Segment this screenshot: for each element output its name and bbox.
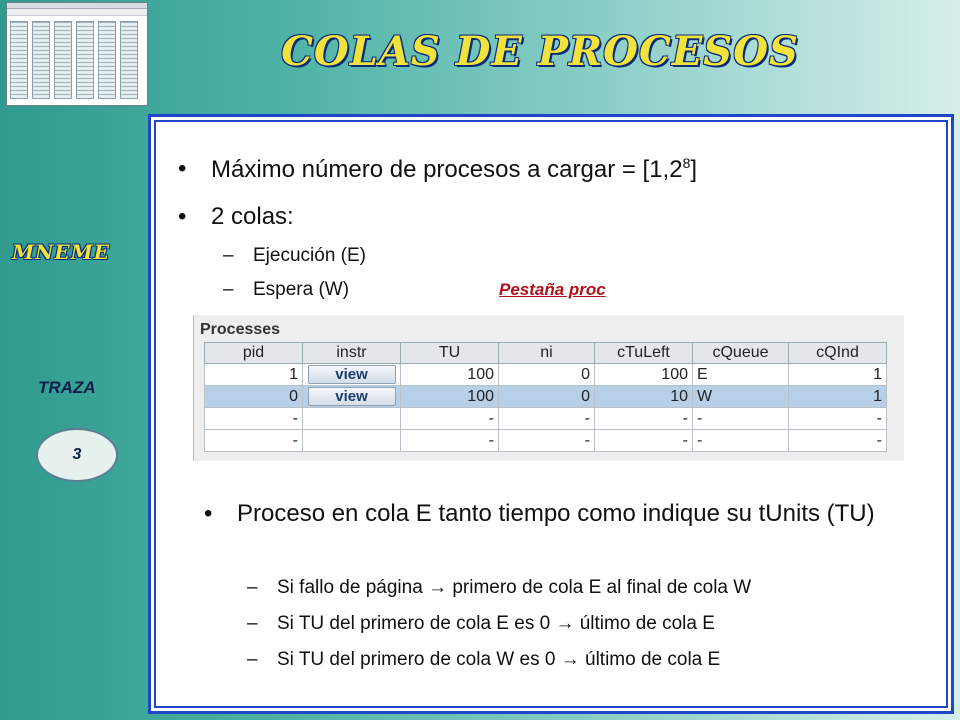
cell-instr — [303, 386, 401, 408]
bullet-text: Proceso en cola E tanto tiempo como indique su tUnits (TU) — [237, 500, 875, 527]
tab-name-label: Pestaña proc — [499, 280, 606, 299]
brand-label: MNEME — [12, 240, 111, 264]
bullet-tail: ] — [690, 156, 698, 183]
sub-item-result: primero de cola E al final de cola W — [452, 577, 752, 598]
column-header-ni[interactable]: ni — [499, 343, 595, 364]
bullet-two-queues — [178, 203, 294, 231]
cell-tu: - — [401, 430, 499, 452]
cell-cqueue: E — [693, 364, 789, 386]
table-header-row — [205, 343, 887, 364]
cell-instr — [303, 364, 401, 386]
table-row-selected[interactable] — [205, 386, 887, 408]
cell-instr — [303, 430, 401, 452]
cell-ctuleft: - — [595, 430, 693, 452]
table-row[interactable] — [205, 430, 887, 452]
column-header-cqind[interactable]: cQInd — [789, 343, 887, 364]
arrow-icon: → — [428, 577, 448, 598]
bullet-text: 2 colas: — [211, 203, 294, 230]
processes-title: Processes — [200, 321, 281, 338]
bullet-icon: • — [178, 155, 187, 182]
bullet-superscript: 8 — [682, 155, 691, 171]
cell-tu: - — [401, 408, 499, 430]
arrow-icon: → — [560, 649, 580, 670]
bullet-text: Máximo número de procesos a cargar = [1,2 — [211, 156, 683, 183]
sub-item-result: último de cola E — [579, 613, 715, 634]
column-header-instr[interactable]: instr — [303, 343, 401, 364]
cell-cqueue: - — [693, 430, 789, 452]
cell-cqind: - — [789, 430, 887, 452]
page-number-badge — [36, 428, 118, 482]
cell-ni: 0 — [499, 386, 595, 408]
cell-cqueue: - — [693, 408, 789, 430]
table-row[interactable] — [205, 364, 887, 386]
cell-ni: - — [499, 408, 595, 430]
sub-item-condition: Si TU del primero de cola E es 0 — [277, 613, 551, 634]
sub-item-condition: Si TU del primero de cola W es 0 — [277, 649, 556, 670]
cell-pid: 1 — [205, 364, 303, 386]
section-label: TRAZA — [38, 378, 96, 397]
cell-ctuleft: - — [595, 408, 693, 430]
sub-item-execution — [223, 245, 366, 267]
cell-cqind: - — [789, 408, 887, 430]
dash-icon: – — [247, 613, 258, 634]
sub-item-page-fault — [247, 577, 752, 599]
sub-item-tu-e-zero — [247, 613, 715, 635]
cell-ni: 0 — [499, 364, 595, 386]
dash-icon: – — [247, 577, 258, 598]
sub-item-text: Ejecución (E) — [253, 245, 366, 266]
thumbnail-toolbar — [7, 9, 147, 16]
bullet-queue-e-time — [204, 497, 937, 531]
bullet-max-processes — [178, 155, 698, 184]
cell-cqind: 1 — [789, 364, 887, 386]
cell-pid: 0 — [205, 386, 303, 408]
column-header-ctuleft[interactable]: cTuLeft — [595, 343, 693, 364]
processes-table — [204, 342, 887, 452]
slide-title: COLAS DE PROCESOS — [281, 28, 799, 75]
column-header-tu[interactable]: TU — [401, 343, 499, 364]
cell-tu: 100 — [401, 364, 499, 386]
cell-tu: 100 — [401, 386, 499, 408]
view-button[interactable]: view — [308, 365, 396, 384]
view-button[interactable]: view — [308, 387, 396, 406]
cell-instr — [303, 408, 401, 430]
dash-icon: – — [223, 245, 234, 266]
content-panel — [148, 114, 954, 714]
cell-pid: - — [205, 430, 303, 452]
column-header-pid[interactable]: pid — [205, 343, 303, 364]
cell-ctuleft: 10 — [595, 386, 693, 408]
page-number: 3 — [72, 446, 82, 463]
cell-pid: - — [205, 408, 303, 430]
column-header-cqueue[interactable]: cQueue — [693, 343, 789, 364]
sub-item-result: último de cola E — [585, 649, 721, 670]
dash-icon: – — [247, 649, 258, 670]
cell-cqueue: W — [693, 386, 789, 408]
sub-item-wait — [223, 279, 350, 301]
processes-panel — [193, 315, 904, 461]
dash-icon: – — [223, 279, 234, 300]
arrow-icon: → — [555, 613, 575, 634]
cell-ctuleft: 100 — [595, 364, 693, 386]
sub-item-tu-w-zero — [247, 649, 721, 671]
cell-cqind: 1 — [789, 386, 887, 408]
bullet-icon: • — [178, 203, 187, 230]
table-row[interactable] — [205, 408, 887, 430]
sub-item-text: Espera (W) — [253, 279, 350, 300]
cell-ni: - — [499, 430, 595, 452]
bullet-icon: • — [204, 500, 213, 527]
sub-item-condition: Si fallo de página — [277, 577, 423, 598]
